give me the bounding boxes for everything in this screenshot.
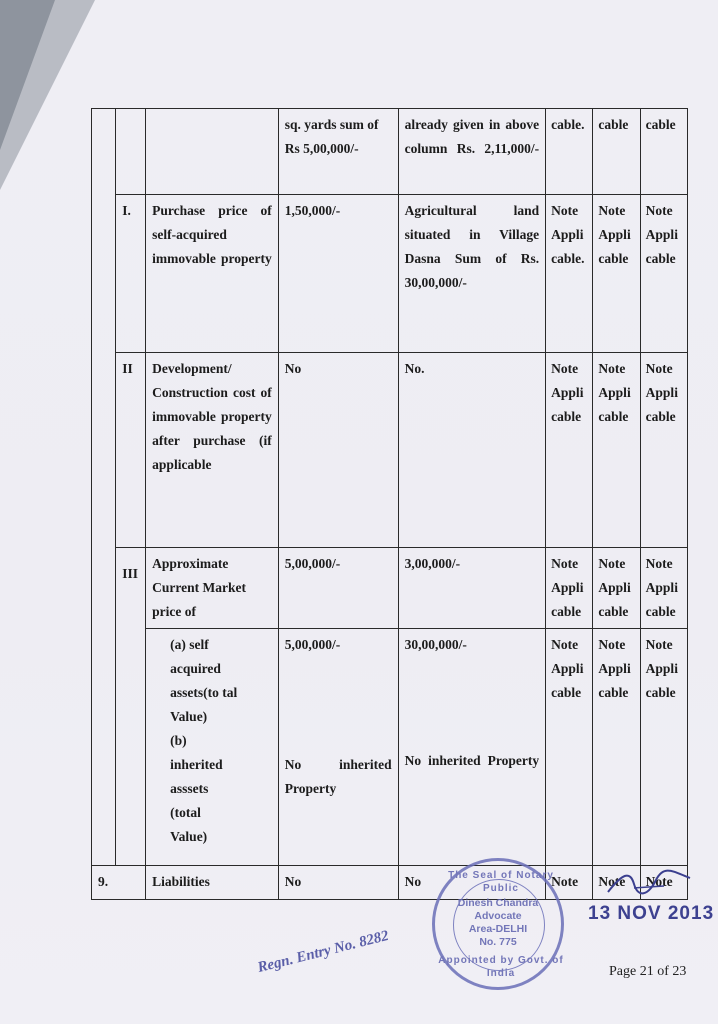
remark-self-acquired: 30,00,000/- — [404, 637, 467, 652]
seal-number: No. 775 — [479, 936, 517, 948]
table-cell-applicability: Note Appli cable — [593, 195, 640, 353]
asset-details-table — [91, 108, 688, 900]
row-number: 9. — [92, 866, 146, 900]
table-cell-value — [278, 629, 398, 866]
table-row-development — [92, 353, 688, 548]
table-cell-applicability: cable. — [546, 109, 593, 195]
date-stamp: 13 NOV 2013 — [588, 903, 715, 924]
table-cell-value: sq. yards sum of Rs 5,00,000/- — [278, 109, 398, 195]
row-number: III — [116, 548, 146, 866]
table-cell-value: No — [278, 353, 398, 548]
row-label: Liabilities — [146, 866, 279, 900]
row-label-assets — [146, 629, 279, 866]
row-label: Purchase price of self-acquired immovable property — [146, 195, 279, 353]
table-cell-applicability: Note Appli cable. — [546, 195, 593, 353]
seal-bottom-text: Appointed by Govt. of India — [438, 955, 564, 979]
table-cell-applicability: Note — [593, 866, 640, 900]
table-cell-applicability: cable — [593, 109, 640, 195]
table-cell-value: 1,50,000/- — [278, 195, 398, 353]
remark-inherited: No inherited Property — [404, 753, 540, 768]
table-cell-applicability: Note Appli cable — [546, 629, 593, 866]
row-label: Approximate Current Market price of — [146, 548, 279, 629]
page-number: Page 21 of 23 — [609, 964, 687, 979]
table-cell-remark — [398, 629, 546, 866]
table-cell-applicability: Note Appli cable — [546, 353, 593, 548]
seal-top-text: The Seal of Notary Public — [448, 870, 554, 894]
table-cell-empty — [116, 109, 146, 195]
seal-area: Area-DELHI — [468, 923, 528, 935]
table-cell-empty — [146, 109, 279, 195]
table-row-assets — [92, 629, 688, 866]
notary-seal — [432, 858, 564, 990]
seal-title: Advocate — [474, 910, 522, 922]
table-cell-applicability: Note Appli cable — [593, 353, 640, 548]
page-fold-shadow — [0, 0, 55, 150]
row-number: I. — [116, 195, 146, 353]
signature-icon — [604, 862, 694, 902]
table-row-continued — [92, 109, 688, 195]
register-entry-stamp: Regn. Entry No. 8282 — [255, 927, 391, 977]
table-cell-applicability: Note Appli cable — [640, 195, 687, 353]
table-cell-applicability: Note Appli cable — [546, 548, 593, 629]
table-cell-applicability: Note — [546, 866, 593, 900]
table-row-purchase — [92, 195, 688, 353]
value-self-acquired: 5,00,000/- — [284, 637, 341, 652]
table-cell-applicability: Note Appli cable — [640, 629, 687, 866]
table-cell-applicability: Note Appli cable — [640, 353, 687, 548]
table-cell-applicability: Note Appli cable — [640, 548, 687, 629]
label-self-acquired: (a) self acquired assets(to tal Value) — [170, 637, 238, 724]
value-inherited: No inherited Property — [284, 757, 392, 796]
table-cell-remark: No. — [398, 353, 546, 548]
table-cell-applicability: Note Appli cable — [593, 548, 640, 629]
table-cell-remark: already given in above column Rs. 2,11,000/- — [398, 109, 546, 195]
table-cell-value: No — [278, 866, 398, 900]
table-cell-remark: Agricultural land situated in Village Dasna Sum of Rs. 30,00,000/- — [398, 195, 546, 353]
table-row-liabilities — [92, 866, 688, 900]
table-cell-value: 5,00,000/- — [278, 548, 398, 629]
row-number: II — [116, 353, 146, 548]
table-cell-applicability: cable — [640, 109, 687, 195]
table-cell-applicability: Note — [640, 866, 687, 900]
row-label: Development/ Construction cost of immovable property after purchase (if applicable — [146, 353, 279, 548]
label-inherited: (b) inherited asssets (total Value) — [170, 733, 223, 844]
table-row-market-price — [92, 548, 688, 629]
table-cell-remark: 3,00,000/- — [398, 548, 546, 629]
seal-name: Dinesh Chandra — [457, 897, 539, 909]
table-cell-applicability: Note Appli cable — [593, 629, 640, 866]
table-cell-margin — [92, 109, 116, 866]
table-cell-remark: No — [398, 866, 546, 900]
